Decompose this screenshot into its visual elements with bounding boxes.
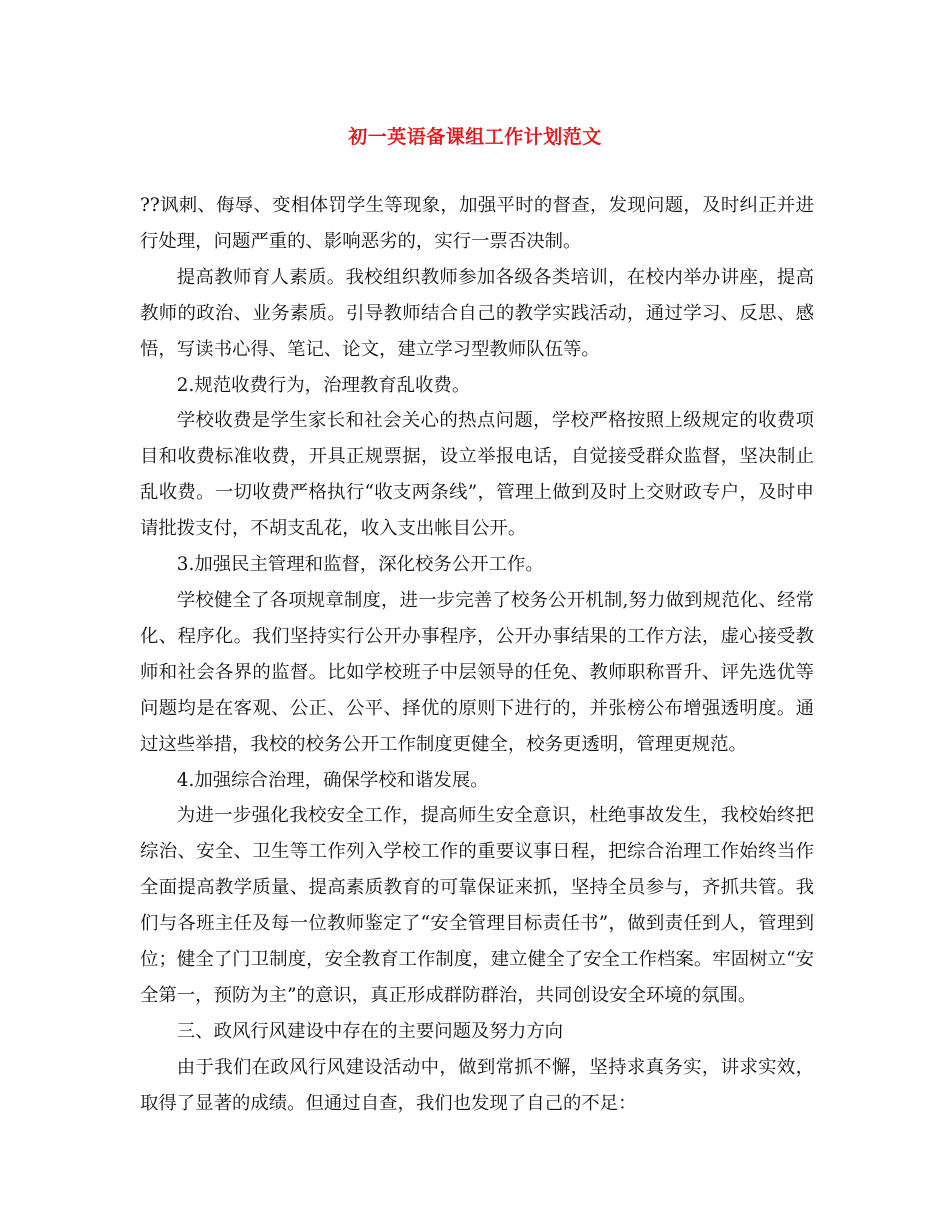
document-title: 初一英语备课组工作计划范文 <box>348 126 602 148</box>
paragraph-problems: 由于我们在政风行风建设活动中，做到常抓不懈，坚持求真务实，讲求实效，取得了显著的成绩。但通过自查，我们也发现了自己的不足： <box>140 1056 814 1114</box>
paragraph-democracy: 学校健全了各项规章制度，进一步完善了校务公开机制,努力做到规范化、经常化、程序化。我们坚持实行公开办事程序，公开办事结果的工作方法，虚心接受教师和社会各界的监督。比如学校班子中层领导的任免、教师职称晋升、评先选优等问题均是在客观、公正、公平、择优的原则下进行的，并张榜公布增强透明度。通过这些举措，我校的校务公开工作制度更健全，校务更透明，管理更规范。 <box>140 589 814 755</box>
paragraph-fees: 学校收费是学生家长和社会关心的热点问题，学校严格按照上级规定的收费项目和收费标准收费，开具正规票据，设立举报电话，自觉接受群众监督，坚决制止乱收费。一切收费严格执行“收支两条线”，管理上做到及时上交财政专户，及时申请批拨支付，不胡支乱花，收入支出帐目公开。 <box>140 410 814 540</box>
section-heading-problems: 三、政风行风建设中存在的主要问题及努力方向 <box>176 1020 564 1042</box>
paragraph-continuation: ??讽刺、侮辱、变相体罚学生等现象，加强平时的督查，发现问题，及时纠正并进行处理，问题严重的、影响恶劣的，实行一票否决制。 <box>140 195 814 252</box>
paragraph-safety: 为进一步强化我校安全工作，提高师生安全意识，杜绝事故发生，我校始终把综治、安全、卫生等工作列入学校工作的重要议事日程，把综合治理工作始终当作全面提高教学质量、提高素质教育的可靠保证来抓，坚持全员参与，齐抓共管。我们与各班主任及每一位教师鉴定了“安全管理目标责任书”，做到责任到人，管理到位；健全了门卫制度，安全教育工作制度，建立健全了安全工作档案。牢固树立“安全第一，预防为主”的意识，真正形成群防群治，共同创设安全环境的氛围。 <box>140 805 814 1006</box>
section-heading-fees: 2.规范收费行为，治理教育乱收费。 <box>176 374 471 396</box>
paragraph-teacher-quality: 提高教师育人素质。我校组织教师参加各级各类培训，在校内举办讲座，提高教师的政治、业务素质。引导教师结合自己的教学实践活动，通过学习、反思、感悟，写读书心得、笔记、论文，建立学习型教师队伍等。 <box>140 266 814 360</box>
section-heading-democracy: 3.加强民主管理和监督，深化校务公开工作。 <box>176 554 544 576</box>
document-body <box>140 188 814 1122</box>
section-heading-safety: 4.加强综合治理，确保学校和谐发展。 <box>176 769 489 791</box>
